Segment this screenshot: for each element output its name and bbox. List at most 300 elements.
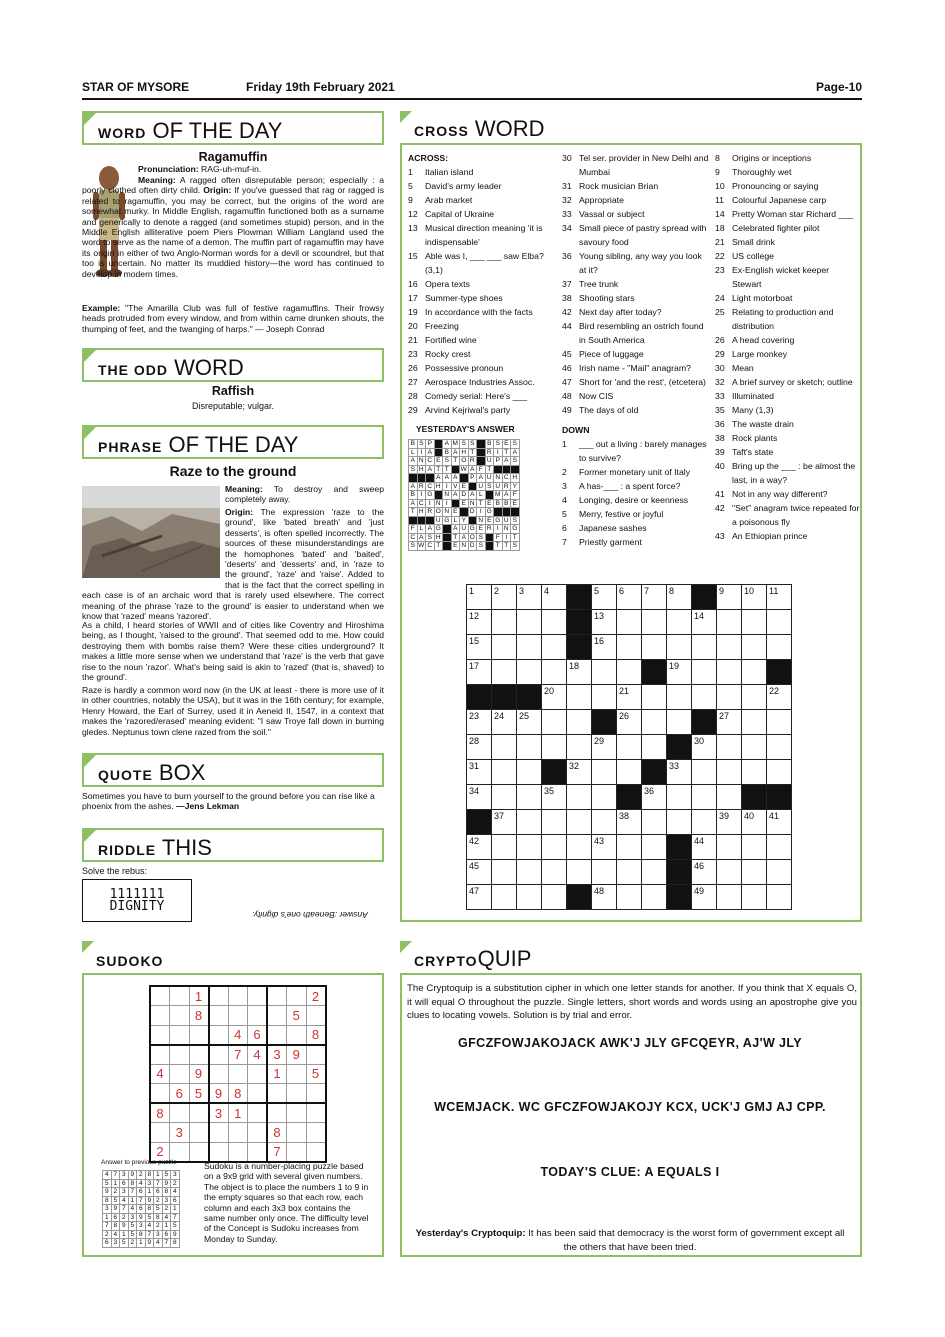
- grid-cell[interactable]: 4: [542, 585, 567, 610]
- grid-cell[interactable]: [592, 760, 617, 785]
- grid-cell[interactable]: [767, 835, 792, 860]
- grid-cell[interactable]: [717, 860, 742, 885]
- grid-cell[interactable]: 38: [617, 810, 642, 835]
- answer-cell: S: [417, 440, 426, 449]
- grid-cell[interactable]: [667, 685, 692, 710]
- sudoku-cell[interactable]: 2: [150, 1142, 170, 1162]
- answer-cell: H: [512, 474, 518, 482]
- grid-cell[interactable]: [642, 760, 667, 785]
- grid-cell[interactable]: 3: [517, 585, 542, 610]
- grid-cell[interactable]: 41: [767, 810, 792, 835]
- answer-cell: [434, 440, 443, 449]
- grid-cell[interactable]: [692, 660, 717, 685]
- word-title: Ragamuffin: [198, 150, 268, 164]
- yesterday-answer-grid: [408, 439, 520, 551]
- grid-cell[interactable]: [692, 760, 717, 785]
- grid-cell[interactable]: [592, 685, 617, 710]
- sudoku-cell[interactable]: 4: [248, 1045, 268, 1065]
- prev-sudoku-cell: 2: [111, 1188, 120, 1197]
- prev-sudoku-cell: 8: [171, 1239, 180, 1248]
- grid-cell[interactable]: [517, 760, 542, 785]
- grid-cell[interactable]: 30: [692, 735, 717, 760]
- grid-cell[interactable]: 31: [467, 760, 492, 785]
- grid-cell[interactable]: [742, 685, 767, 710]
- sudoku-cell[interactable]: 1: [267, 1064, 287, 1084]
- grid-cell[interactable]: [617, 735, 642, 760]
- sudoku-cell[interactable]: [189, 1142, 209, 1162]
- grid-cell[interactable]: 37: [492, 810, 517, 835]
- sudoku-cell[interactable]: 9: [189, 1064, 209, 1084]
- grid-cell[interactable]: [642, 885, 667, 910]
- grid-cell[interactable]: [542, 760, 567, 785]
- grid-cell[interactable]: [742, 610, 767, 635]
- grid-cell[interactable]: 40: [742, 810, 767, 835]
- sudoku-cell[interactable]: [248, 1084, 268, 1104]
- clue: 35 Many (1,3): [715, 405, 774, 415]
- sudoku-cell[interactable]: [267, 1025, 287, 1045]
- grid-cell[interactable]: [567, 710, 592, 735]
- sudoku-cell[interactable]: [228, 1064, 248, 1084]
- sudoku-cell[interactable]: 3: [267, 1045, 287, 1065]
- grid-cell[interactable]: [617, 885, 642, 910]
- grid-cell[interactable]: [592, 810, 617, 835]
- sudoku-cell[interactable]: [150, 1006, 170, 1026]
- grid-cell[interactable]: [542, 835, 567, 860]
- sudoku-cell[interactable]: [267, 1103, 287, 1123]
- sudoku-cell[interactable]: [209, 986, 229, 1006]
- word-example: Example: "The Amarilla Club was full of festive ragamuffins. Their frowsy heads protruded from every window, and from within came drunken shouts, the thumping of feet, and the twanging of harps." — Joseph Conrad: [82, 303, 385, 334]
- grid-cell[interactable]: 18: [567, 660, 592, 685]
- sudoku-cell[interactable]: [267, 986, 287, 1006]
- sudoku-cell[interactable]: [228, 1123, 248, 1143]
- sudoku-cell[interactable]: [248, 1006, 268, 1026]
- grid-cell[interactable]: [667, 710, 692, 735]
- grid-cell[interactable]: [742, 860, 767, 885]
- grid-cell[interactable]: [492, 735, 517, 760]
- grid-cell[interactable]: [542, 860, 567, 885]
- sudoku-cell[interactable]: 6: [170, 1084, 190, 1104]
- grid-cell[interactable]: [742, 710, 767, 735]
- grid-cell[interactable]: [692, 785, 717, 810]
- grid-cell[interactable]: [617, 660, 642, 685]
- sudoku-cell[interactable]: 4: [150, 1064, 170, 1084]
- answer-cell: E: [451, 542, 460, 551]
- prev-sudoku-cell: 6: [162, 1230, 171, 1239]
- grid-cell[interactable]: 9: [717, 585, 742, 610]
- grid-cell[interactable]: 32: [567, 760, 592, 785]
- sudoku-cell[interactable]: 7: [228, 1045, 248, 1065]
- sudoku-cell[interactable]: 9: [209, 1084, 229, 1104]
- clue: 27 Aerospace Industries Assoc.: [408, 377, 535, 387]
- grid-cell[interactable]: [517, 660, 542, 685]
- grid-cell[interactable]: 26: [617, 710, 642, 735]
- grid-cell[interactable]: [492, 785, 517, 810]
- grid-cell[interactable]: 16: [592, 635, 617, 660]
- sudoku-cell[interactable]: [306, 1084, 326, 1104]
- sudoku-cell[interactable]: 3: [209, 1103, 229, 1123]
- grid-cell[interactable]: [567, 610, 592, 635]
- grid-cell[interactable]: [717, 785, 742, 810]
- answer-cell: S: [443, 457, 452, 466]
- grid-cell[interactable]: 10: [742, 585, 767, 610]
- grid-cell[interactable]: 2: [492, 585, 517, 610]
- sudoku-cell[interactable]: [170, 1064, 190, 1084]
- sudoku-cell[interactable]: [170, 1025, 190, 1045]
- grid-cell[interactable]: [492, 685, 517, 710]
- grid-cell[interactable]: 12: [467, 610, 492, 635]
- grid-cell[interactable]: [717, 760, 742, 785]
- grid-cell[interactable]: [667, 610, 692, 635]
- grid-cell[interactable]: 21: [617, 685, 642, 710]
- grid-cell[interactable]: 35: [542, 785, 567, 810]
- grid-cell[interactable]: [492, 835, 517, 860]
- grid-cell[interactable]: [592, 710, 617, 735]
- grid-cell[interactable]: 15: [467, 635, 492, 660]
- answer-cell: [502, 508, 511, 517]
- grid-cell[interactable]: 44: [692, 835, 717, 860]
- grid-cell[interactable]: [742, 635, 767, 660]
- grid-cell[interactable]: [717, 885, 742, 910]
- grid-cell[interactable]: [667, 635, 692, 660]
- across-col-1: ACROSS: 1 Italian island 5 David's army leader 9 Arab market 12 Capital of Ukraine 13 Musical direction meaning 'it is indispensable' 15 Able was I, ___ ___ saw Elba? (3,1) 16 Opera texts 17 Summer-type shoes 19 In accordance with the facts 20 Freezing 21 Fortified wine 23 Rocky crest 26 Possessive pronoun 27 Aerospace Industries Assoc. 28 Comedy serial: Here's ___ 29 Arvind Kejriwal's party: [408, 151, 556, 417]
- sudoku-cell[interactable]: [248, 1064, 268, 1084]
- grid-cell[interactable]: 25: [517, 710, 542, 735]
- prev-sudoku-cell: 1: [137, 1239, 146, 1248]
- answer-cell: O: [461, 457, 467, 465]
- sudoku-cell[interactable]: [170, 1006, 190, 1026]
- grid-cell[interactable]: [767, 760, 792, 785]
- grid-cell[interactable]: [492, 860, 517, 885]
- grid-cell[interactable]: [667, 885, 692, 910]
- grid-cell[interactable]: [642, 735, 667, 760]
- grid-cell[interactable]: [767, 710, 792, 735]
- grid-cell[interactable]: [567, 810, 592, 835]
- grid-cell[interactable]: [542, 635, 567, 660]
- sudoku-cell[interactable]: [150, 1123, 170, 1143]
- sudoku-cell[interactable]: [267, 1084, 287, 1104]
- grid-cell[interactable]: 29: [592, 735, 617, 760]
- sudoku-cell[interactable]: 9: [287, 1045, 307, 1065]
- grid-cell[interactable]: [567, 635, 592, 660]
- sudoku-cell[interactable]: [189, 1103, 209, 1123]
- grid-cell[interactable]: [692, 810, 717, 835]
- grid-cell[interactable]: [692, 710, 717, 735]
- grid-cell[interactable]: 33: [667, 760, 692, 785]
- grid-cell[interactable]: [492, 635, 517, 660]
- grid-cell[interactable]: 42: [467, 835, 492, 860]
- grid-cell[interactable]: [517, 860, 542, 885]
- prev-sudoku-cell: 6: [137, 1188, 146, 1197]
- grid-cell[interactable]: 43: [592, 835, 617, 860]
- grid-cell[interactable]: [692, 635, 717, 660]
- clue: 19 In accordance with the facts: [408, 307, 533, 317]
- grid-cell[interactable]: 20: [542, 685, 567, 710]
- grid-cell[interactable]: [542, 610, 567, 635]
- sudoku-cell[interactable]: [287, 1064, 307, 1084]
- answer-cell: R: [486, 448, 492, 456]
- clue: 44 Bird resembling an ostrich found in South America: [562, 321, 704, 345]
- sudoku-cell[interactable]: [209, 1142, 229, 1162]
- sudoku-cell[interactable]: [209, 1064, 229, 1084]
- grid-cell[interactable]: [667, 860, 692, 885]
- grid-cell[interactable]: [767, 860, 792, 885]
- sudoku-cell[interactable]: [170, 986, 190, 1006]
- sudoku-cell[interactable]: [306, 1123, 326, 1143]
- answer-cell: [409, 474, 418, 483]
- sudoku-cell[interactable]: [287, 1103, 307, 1123]
- grid-cell[interactable]: 23: [467, 710, 492, 735]
- clue: 26 Possessive pronoun: [408, 363, 504, 373]
- sudoku-cell[interactable]: [228, 1142, 248, 1162]
- sudoku-cell[interactable]: [287, 1123, 307, 1143]
- grid-cell[interactable]: [592, 785, 617, 810]
- clue: 40 Bring up the ___ : be almost the last, in a way?: [715, 461, 856, 485]
- answer-cell: G: [444, 516, 450, 524]
- grid-cell[interactable]: [517, 835, 542, 860]
- grid-cell[interactable]: [642, 660, 667, 685]
- grid-cell[interactable]: [667, 835, 692, 860]
- grid-cell[interactable]: [767, 660, 792, 685]
- grid-cell[interactable]: [667, 810, 692, 835]
- grid-cell[interactable]: [567, 585, 592, 610]
- sudoku-cell[interactable]: 8: [306, 1025, 326, 1045]
- grid-cell[interactable]: [592, 860, 617, 885]
- sudoku-cell[interactable]: 5: [306, 1064, 326, 1084]
- grid-cell[interactable]: [492, 885, 517, 910]
- grid-cell[interactable]: [517, 785, 542, 810]
- grid-cell[interactable]: [617, 610, 642, 635]
- sudoku-cell[interactable]: [150, 1084, 170, 1104]
- prev-sudoku-cell: 8: [137, 1230, 146, 1239]
- grid-cell[interactable]: 14: [692, 610, 717, 635]
- grid-cell[interactable]: [642, 810, 667, 835]
- sudoku-cell[interactable]: [150, 1045, 170, 1065]
- sudoku-cell[interactable]: [209, 1045, 229, 1065]
- sudoku-cell[interactable]: 5: [287, 1006, 307, 1026]
- grid-cell[interactable]: 11: [767, 585, 792, 610]
- sudoku-cell[interactable]: 8: [189, 1006, 209, 1026]
- answer-cell: A: [426, 465, 435, 474]
- grid-cell[interactable]: [567, 785, 592, 810]
- answer-cell: A: [502, 491, 511, 500]
- grid-cell[interactable]: [542, 710, 567, 735]
- grid-cell[interactable]: 22: [767, 685, 792, 710]
- grid-cell[interactable]: [642, 635, 667, 660]
- grid-cell[interactable]: [517, 735, 542, 760]
- grid-cell[interactable]: [742, 785, 767, 810]
- grid-cell[interactable]: [567, 685, 592, 710]
- sudoku-cell[interactable]: 8: [150, 1103, 170, 1123]
- grid-cell[interactable]: [467, 810, 492, 835]
- grid-cell[interactable]: [542, 885, 567, 910]
- grid-cell[interactable]: [617, 835, 642, 860]
- prev-sudoku-cell: 5: [111, 1196, 120, 1205]
- grid-cell[interactable]: 48: [592, 885, 617, 910]
- grid-cell[interactable]: [742, 735, 767, 760]
- sudoku-grid: [149, 985, 327, 1163]
- grid-cell[interactable]: 47: [467, 885, 492, 910]
- grid-cell[interactable]: 39: [717, 810, 742, 835]
- grid-cell[interactable]: [592, 660, 617, 685]
- sudoku-cell[interactable]: [267, 1006, 287, 1026]
- sudoku-cell[interactable]: [287, 1142, 307, 1162]
- grid-cell[interactable]: [667, 735, 692, 760]
- grid-cell[interactable]: [542, 810, 567, 835]
- sudoku-cell[interactable]: 7: [267, 1142, 287, 1162]
- grid-cell[interactable]: [717, 835, 742, 860]
- grid-cell[interactable]: [492, 610, 517, 635]
- sudoku-cell[interactable]: [189, 1045, 209, 1065]
- prev-sudoku-cell: 2: [154, 1196, 163, 1205]
- prev-sudoku-cell: 1: [128, 1196, 137, 1205]
- clue: 47 Short for 'and the rest', (etcetera): [562, 377, 706, 387]
- grid-cell[interactable]: [542, 660, 567, 685]
- grid-cell[interactable]: [617, 635, 642, 660]
- sudoku-cell[interactable]: 4: [228, 1025, 248, 1045]
- grid-cell[interactable]: [717, 610, 742, 635]
- clue: 38 Shooting stars: [562, 293, 635, 303]
- grid-cell[interactable]: [767, 785, 792, 810]
- sudoku-cell[interactable]: [189, 1025, 209, 1045]
- sudoku-cell[interactable]: [248, 1123, 268, 1143]
- grid-cell[interactable]: 17: [467, 660, 492, 685]
- grid-cell[interactable]: [767, 635, 792, 660]
- grid-cell[interactable]: [517, 685, 542, 710]
- prev-sudoku-cell: 8: [111, 1222, 120, 1231]
- grid-cell[interactable]: 28: [467, 735, 492, 760]
- grid-cell[interactable]: [567, 885, 592, 910]
- grid-cell[interactable]: [567, 860, 592, 885]
- grid-cell[interactable]: [642, 685, 667, 710]
- clue: 48 Now CIS: [562, 391, 614, 401]
- grid-cell[interactable]: [642, 835, 667, 860]
- clue: 6 Japanese sashes: [562, 523, 647, 533]
- grid-cell[interactable]: 1: [467, 585, 492, 610]
- answer-cell: P: [426, 440, 435, 449]
- sudoku-cell[interactable]: [287, 986, 307, 1006]
- answer-cell: O: [469, 533, 475, 541]
- grid-cell[interactable]: 7: [642, 585, 667, 610]
- sudoku-cell[interactable]: [228, 986, 248, 1006]
- grid-cell[interactable]: [717, 635, 742, 660]
- grid-cell[interactable]: [692, 585, 717, 610]
- sudoku-cell[interactable]: [306, 1006, 326, 1026]
- grid-cell[interactable]: [617, 860, 642, 885]
- grid-cell[interactable]: 36: [642, 785, 667, 810]
- sudoku-cell[interactable]: [170, 1103, 190, 1123]
- sudoku-cell[interactable]: [306, 1103, 326, 1123]
- grid-cell[interactable]: 46: [692, 860, 717, 885]
- grid-cell[interactable]: [767, 885, 792, 910]
- grid-cell[interactable]: [517, 885, 542, 910]
- sudoku-cell[interactable]: 8: [267, 1123, 287, 1143]
- grid-cell[interactable]: [717, 660, 742, 685]
- grid-cell[interactable]: 24: [492, 710, 517, 735]
- answer-cell: M: [495, 491, 501, 499]
- grid-cell[interactable]: [567, 735, 592, 760]
- grid-cell[interactable]: [742, 760, 767, 785]
- prev-sudoku-cell: 4: [128, 1205, 137, 1214]
- grid-cell[interactable]: 45: [467, 860, 492, 885]
- sudoku-cell[interactable]: [150, 1025, 170, 1045]
- grid-cell[interactable]: 5: [592, 585, 617, 610]
- answer-cell: [443, 525, 452, 534]
- grid-cell[interactable]: [617, 760, 642, 785]
- sudoku-cell[interactable]: 2: [306, 986, 326, 1006]
- grid-cell[interactable]: [692, 685, 717, 710]
- clue: 22 US college: [715, 251, 775, 261]
- grid-cell[interactable]: [767, 610, 792, 635]
- sudoku-cell[interactable]: 1: [228, 1103, 248, 1123]
- sudoku-cell[interactable]: [150, 986, 170, 1006]
- sudoku-cell[interactable]: 1: [189, 986, 209, 1006]
- grid-cell[interactable]: [617, 785, 642, 810]
- sudoku-cell[interactable]: [209, 1123, 229, 1143]
- sudoku-cell[interactable]: [189, 1123, 209, 1143]
- sudoku-cell[interactable]: 6: [248, 1025, 268, 1045]
- grid-cell[interactable]: [742, 835, 767, 860]
- sudoku-cell[interactable]: [170, 1045, 190, 1065]
- grid-cell[interactable]: 34: [467, 785, 492, 810]
- grid-cell[interactable]: 13: [592, 610, 617, 635]
- sudoku-cell[interactable]: 3: [170, 1123, 190, 1143]
- prev-sudoku-cell: 7: [103, 1222, 112, 1231]
- grid-cell[interactable]: 27: [717, 710, 742, 735]
- grid-cell[interactable]: [767, 735, 792, 760]
- crossword-header: CROSS WORD: [400, 111, 862, 145]
- grid-cell[interactable]: 6: [617, 585, 642, 610]
- grid-cell[interactable]: [717, 735, 742, 760]
- grid-cell[interactable]: [542, 735, 567, 760]
- grid-cell[interactable]: [517, 635, 542, 660]
- grid-cell[interactable]: [717, 685, 742, 710]
- grid-cell[interactable]: [517, 810, 542, 835]
- sudoku-cell[interactable]: [248, 986, 268, 1006]
- sudoku-cell[interactable]: [287, 1084, 307, 1104]
- clue: 25 Relating to production and distribution: [715, 307, 834, 331]
- sudoku-cell[interactable]: [248, 1103, 268, 1123]
- sudoku-cell[interactable]: [228, 1006, 248, 1026]
- grid-cell[interactable]: [567, 835, 592, 860]
- answer-cell: P: [468, 474, 477, 483]
- sudoku-cell[interactable]: [209, 1025, 229, 1045]
- prev-sudoku-cell: 6: [171, 1196, 180, 1205]
- grid-cell[interactable]: [467, 685, 492, 710]
- grid-cell[interactable]: 19: [667, 660, 692, 685]
- sudoku-cell[interactable]: [248, 1142, 268, 1162]
- grid-cell[interactable]: [642, 610, 667, 635]
- clue: 45 Piece of luggage: [562, 349, 644, 359]
- grid-cell[interactable]: [742, 660, 767, 685]
- grid-cell[interactable]: [517, 610, 542, 635]
- sudoku-cell[interactable]: 5: [189, 1084, 209, 1104]
- grid-cell[interactable]: 49: [692, 885, 717, 910]
- sudoku-cell[interactable]: [209, 1006, 229, 1026]
- riddle-answer: Answer :Beneath one's dignity.: [252, 910, 368, 920]
- grid-cell[interactable]: [742, 885, 767, 910]
- grid-cell[interactable]: [667, 785, 692, 810]
- sudoku-cell[interactable]: [306, 1142, 326, 1162]
- grid-cell[interactable]: 8: [667, 585, 692, 610]
- grid-cell[interactable]: [642, 710, 667, 735]
- grid-cell[interactable]: [492, 760, 517, 785]
- sudoku-cell[interactable]: [306, 1045, 326, 1065]
- grid-cell[interactable]: [642, 860, 667, 885]
- answer-cell: [477, 448, 486, 457]
- sudoku-cell[interactable]: [287, 1025, 307, 1045]
- sudoku-cell[interactable]: 8: [228, 1084, 248, 1104]
- grid-cell[interactable]: [492, 660, 517, 685]
